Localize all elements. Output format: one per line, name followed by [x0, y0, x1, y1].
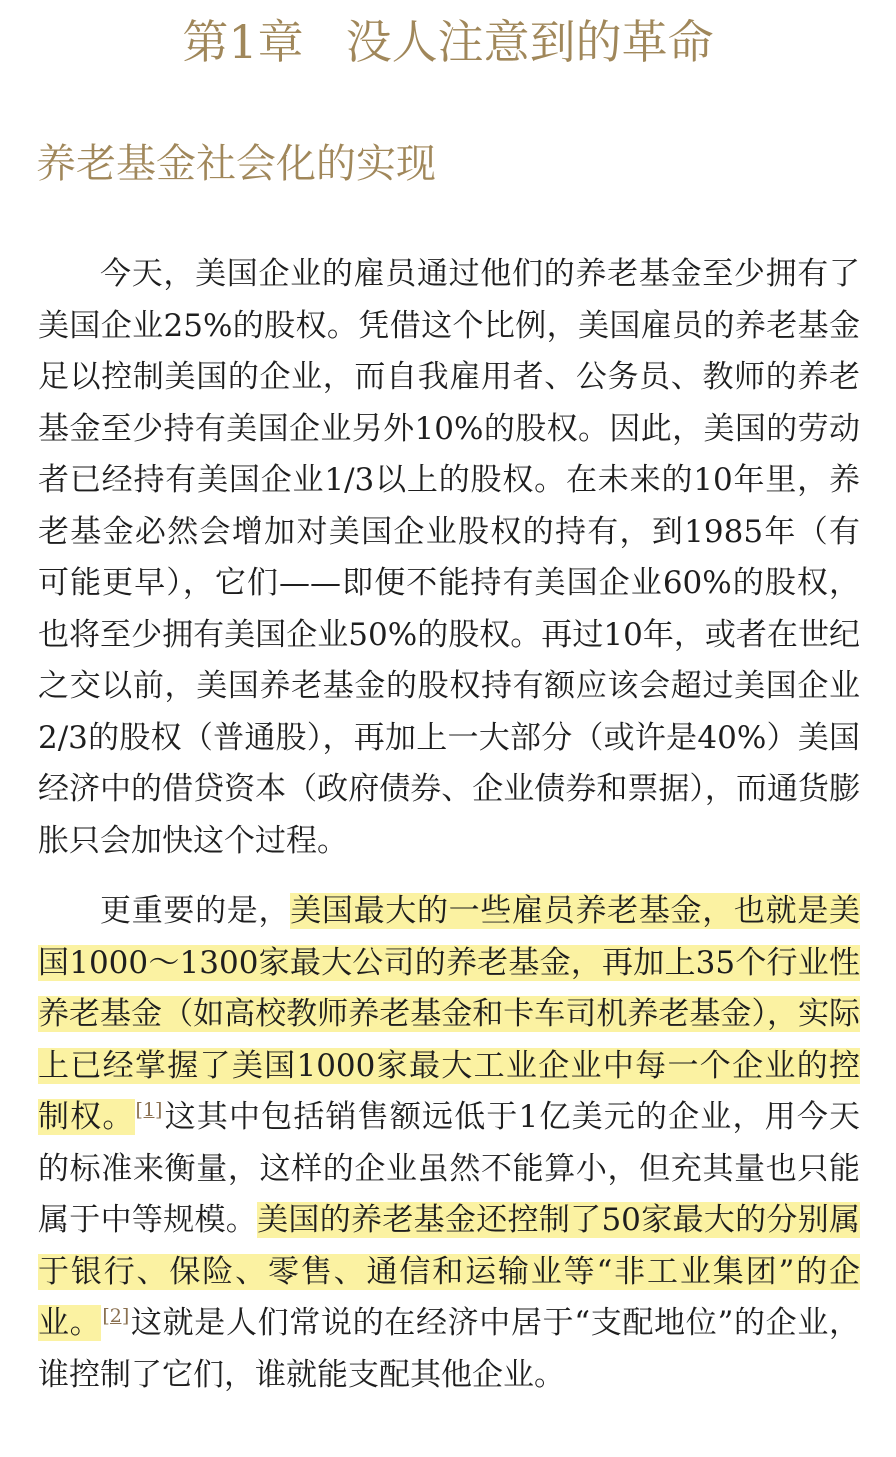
highlight-1[interactable]: 美国最大的一些雇员养老基金，也就是美国1000～1300家最大公司的养老基金，再加上35个行业性养老基金（如高校教师养老基金和卡车司机养老基金），实际上已经掌握了美国1000家最大工业企业中每一个企业的控制权。 — [38, 893, 861, 1135]
paragraph-1[interactable]: 今天，美国企业的雇员通过他们的养老基金至少拥有了美国企业25%的股权。凭借这个比例，美国雇员的养老基金足以控制美国的企业，而自我雇用者、公务员、教师的养老基金至少持有美国企业另外10%的股权。因此，美国的劳动者已经持有美国企业1/3以上的股权。在未来的10年里，养老基金必然会增加对美国企业股权的持有，到1985年（有可能更早），它们——即便不能持有美国企业60%的股权，也将至少拥有美国企业50%的股权。再过10年，或者在世纪之交以前，美国养老基金的股权持有额应该会超过美国企业2/3的股权（普通股），再加上一大部分（或许是40%）美国经济中的借贷资本（政府债券、企业债券和票据），而通货膨胀只会加快这个过程。 — [38, 256, 860, 859]
section-title: 养老基金社会化的实现 — [36, 141, 436, 187]
chapter-number: 第1章 — [182, 15, 304, 69]
paragraph-2[interactable] — [38, 886, 860, 1401]
paragraph-2-text-2[interactable]: 这其中包括销售额远低于1亿美元的企业，用今天的标准来衡量，这样的企业虽然不能算小，但充其量也只能属于中等规模。 — [38, 1099, 860, 1238]
chapter-name: 没人注意到的革命 — [345, 15, 714, 69]
highlight-2[interactable]: 美国的养老基金还控制了50家最大的分别属于银行、保险、零售、通信和运输业等“非工业集团”的企业。 — [38, 1202, 861, 1341]
footnote-link-2[interactable]: [2] — [102, 1304, 130, 1327]
paragraph-2-text-1[interactable]: 更重要的是， — [100, 893, 291, 929]
footnote-link-1[interactable]: [1] — [135, 1098, 163, 1121]
chapter-title — [0, 6, 896, 78]
paragraph-2-text-3[interactable]: 这就是人们常说的在经济中居于“支配地位”的企业，谁控制了它们，谁就能支配其他企业。 — [38, 1305, 860, 1393]
